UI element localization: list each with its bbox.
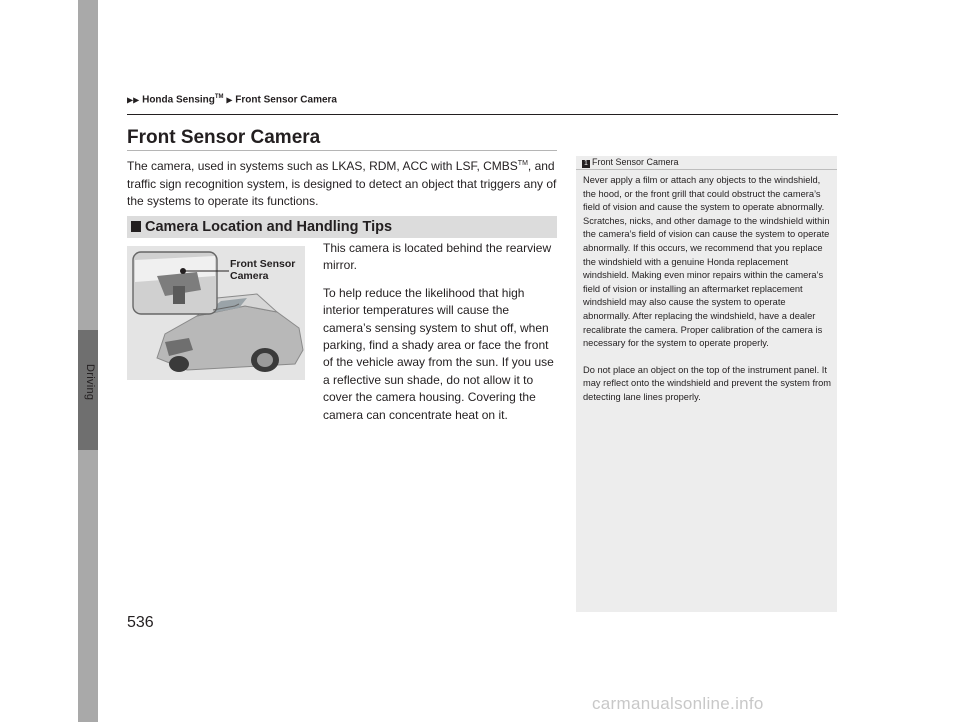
body-text [323,240,560,434]
trademark-mark: TM [517,160,528,167]
note-paragraph-2: Scratches, nicks, and other damage to the windshield within the camera’s field of vision can cause the system to operate abnormally. If this occurs, we recommend that you replace the windshield with a genuine Honda replacement windshield. Making even minor repairs within the camera’s field of vision or installing an aftermarket replacement windshield may also cause the system to operate abnormally. After replacing the windshield, have a dealer recalibrate the camera. Proper calibration of the camera is necessary for the system to operate properly. [583,215,830,349]
body-paragraph-2: To help reduce the likelihood that high interior temperatures will cause the camera’s sensing system to shut off, when parking, find a shady area or face the front of the vehicle away from the sun. If you use a reflective sun shade, do not allow it to cover the camera housing. Covering the camera can concentrate heat on it. [323,285,554,422]
intro-text-a: The camera, used in systems such as LKAS, RDM, ACC with LSF, CMBS [127,159,518,173]
page-title: Front Sensor Camera [127,127,321,148]
watermark: carmanualsonline.info [592,694,764,713]
note-number-icon: 1 [582,160,590,168]
callout-line2: Camera [230,270,269,282]
breadcrumb [127,94,337,105]
note-title [582,157,679,168]
note-paragraph-3: Do not place an object on the top of the instrument panel. It may reflect onto the windshield and prevent the system from detecting lane lines properly. [583,364,832,402]
trademark-mark: TM [214,94,224,100]
intro-paragraph [127,155,559,211]
header-rule [127,114,838,115]
figure-callout [230,258,295,282]
breadcrumb-part2[interactable]: Front Sensor Camera [235,94,337,106]
title-rule [127,150,557,151]
callout-line1: Front Sensor [230,258,296,270]
note-rule [576,169,837,170]
section-title [131,219,392,235]
note-body [583,174,833,418]
section-square-icon [131,221,141,232]
body-paragraph-1: This camera is located behind the rearview mirror. [323,241,552,273]
intro-text-b: , and traffic sign recognition system, is designed to detect an object that triggers any of the systems to operate its functions. [127,159,557,208]
section-title-text: Camera Location and Handling Tips [145,219,393,235]
side-tab-label: Driving [84,364,96,401]
note-title-text: Front Sensor Camera [592,157,679,167]
page-number: 536 [127,614,154,631]
breadcrumb-arrow-icon: ▶▶ [127,95,140,105]
breadcrumb-part1[interactable]: Honda Sensing [142,94,215,106]
note-paragraph-1: Never apply a film or attach any objects to the windshield, the hood, or the front grill that could obstruct the camera’s field of vision and cause the system to operate abnormally. [583,175,825,213]
breadcrumb-arrow-icon: ▶ [226,95,233,105]
